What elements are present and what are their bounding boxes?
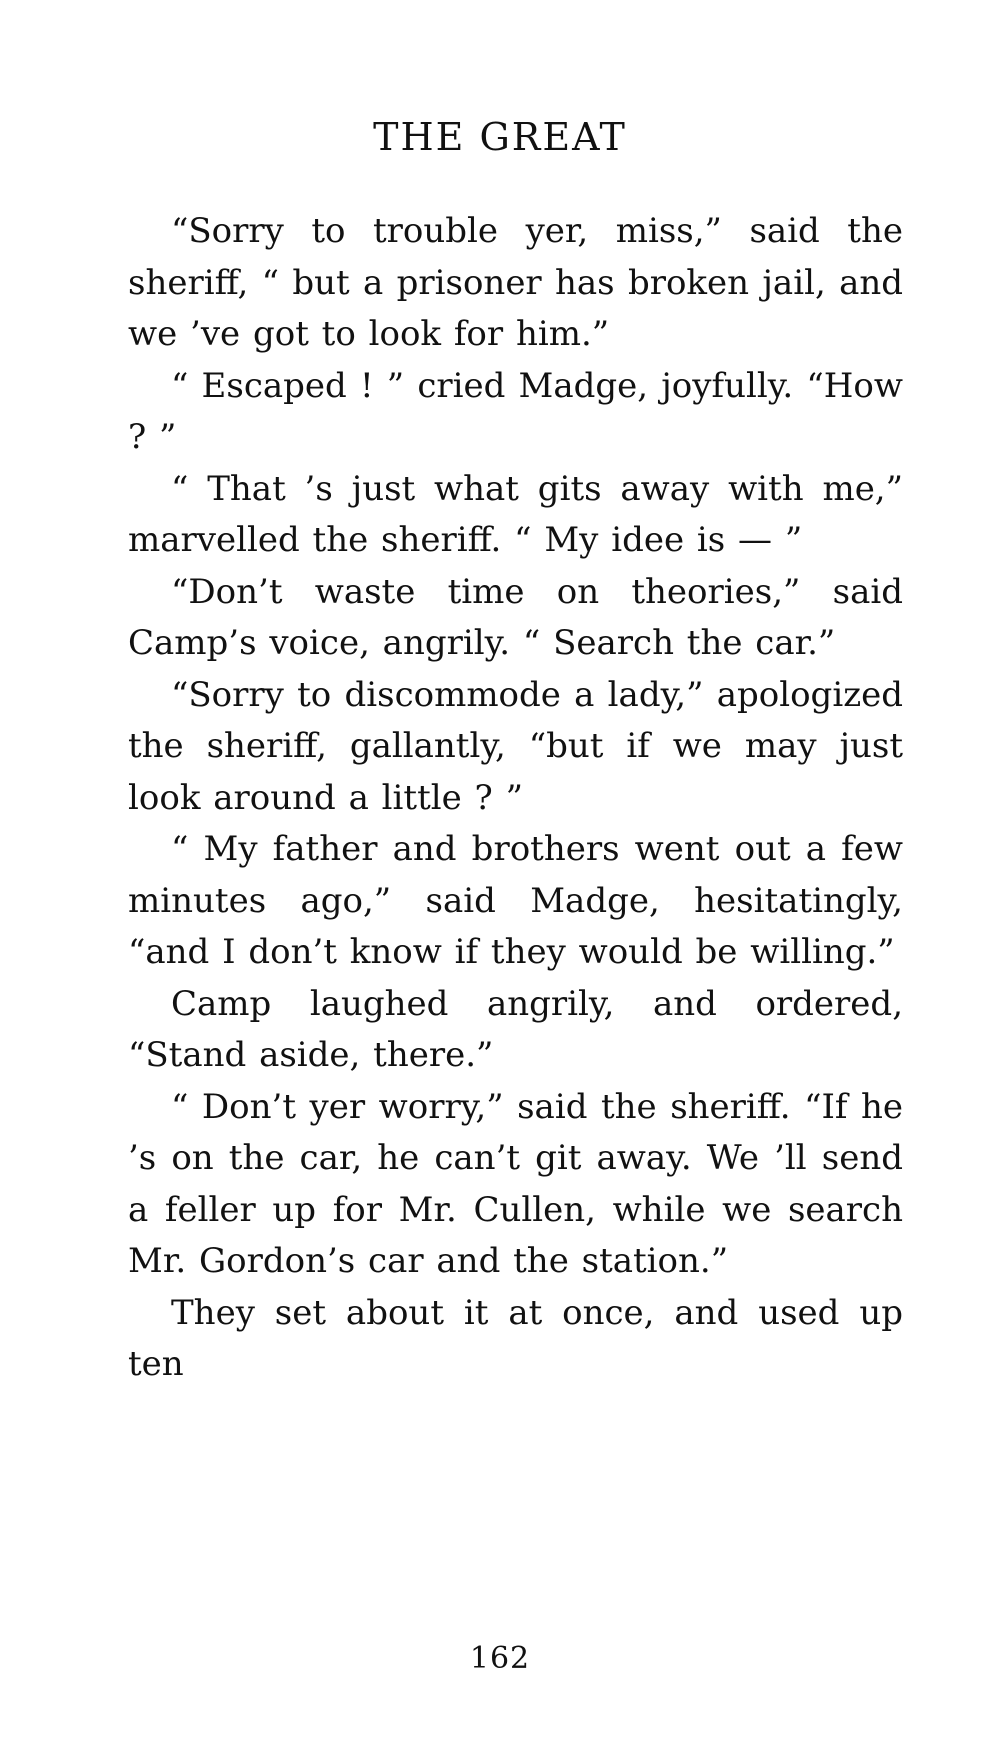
paragraph: “ Escaped ! ” cried Madge, joyfully. “How ? ” (128, 365, 903, 457)
paragraph: “Sorry to trouble yer, miss,” said the sheriff, “ but a prisoner has broken jail, and we ’ve got to look for him.” (128, 211, 903, 354)
running-head: THE GREAT (373, 115, 627, 159)
paragraph: “Don’t waste time on theories,” said Camp’s voice, angrily. “ Search the car.” (128, 571, 903, 663)
paragraph: “Sorry to discommode a lady,” apologized the sheriff, gallantly, “but if we may just look around a little ? ” (128, 674, 903, 818)
paragraph: Camp laughed angrily, and ordered, “Stand aside, there.” (128, 983, 903, 1075)
page-number: 162 (469, 1641, 531, 1676)
paragraph: “ My father and brothers went out a few minutes ago,” said Madge, hesitatingly, “and I don’t know if they would be willing.” (128, 829, 903, 972)
body-text (128, 206, 903, 1391)
paragraph: “ Don’t yer worry,” said the sheriff. “If he ’s on the car, he can’t git away. We ’ll send a feller up for Mr. Cullen, while we search Mr. Gordon’s car and the station.” (128, 1086, 903, 1281)
paragraph: “ That ’s just what gits away with me,” marvelled the sheriff. “ My idee is — ” (128, 468, 903, 560)
paragraph: They set about it at once, and used up ten (128, 1292, 903, 1384)
